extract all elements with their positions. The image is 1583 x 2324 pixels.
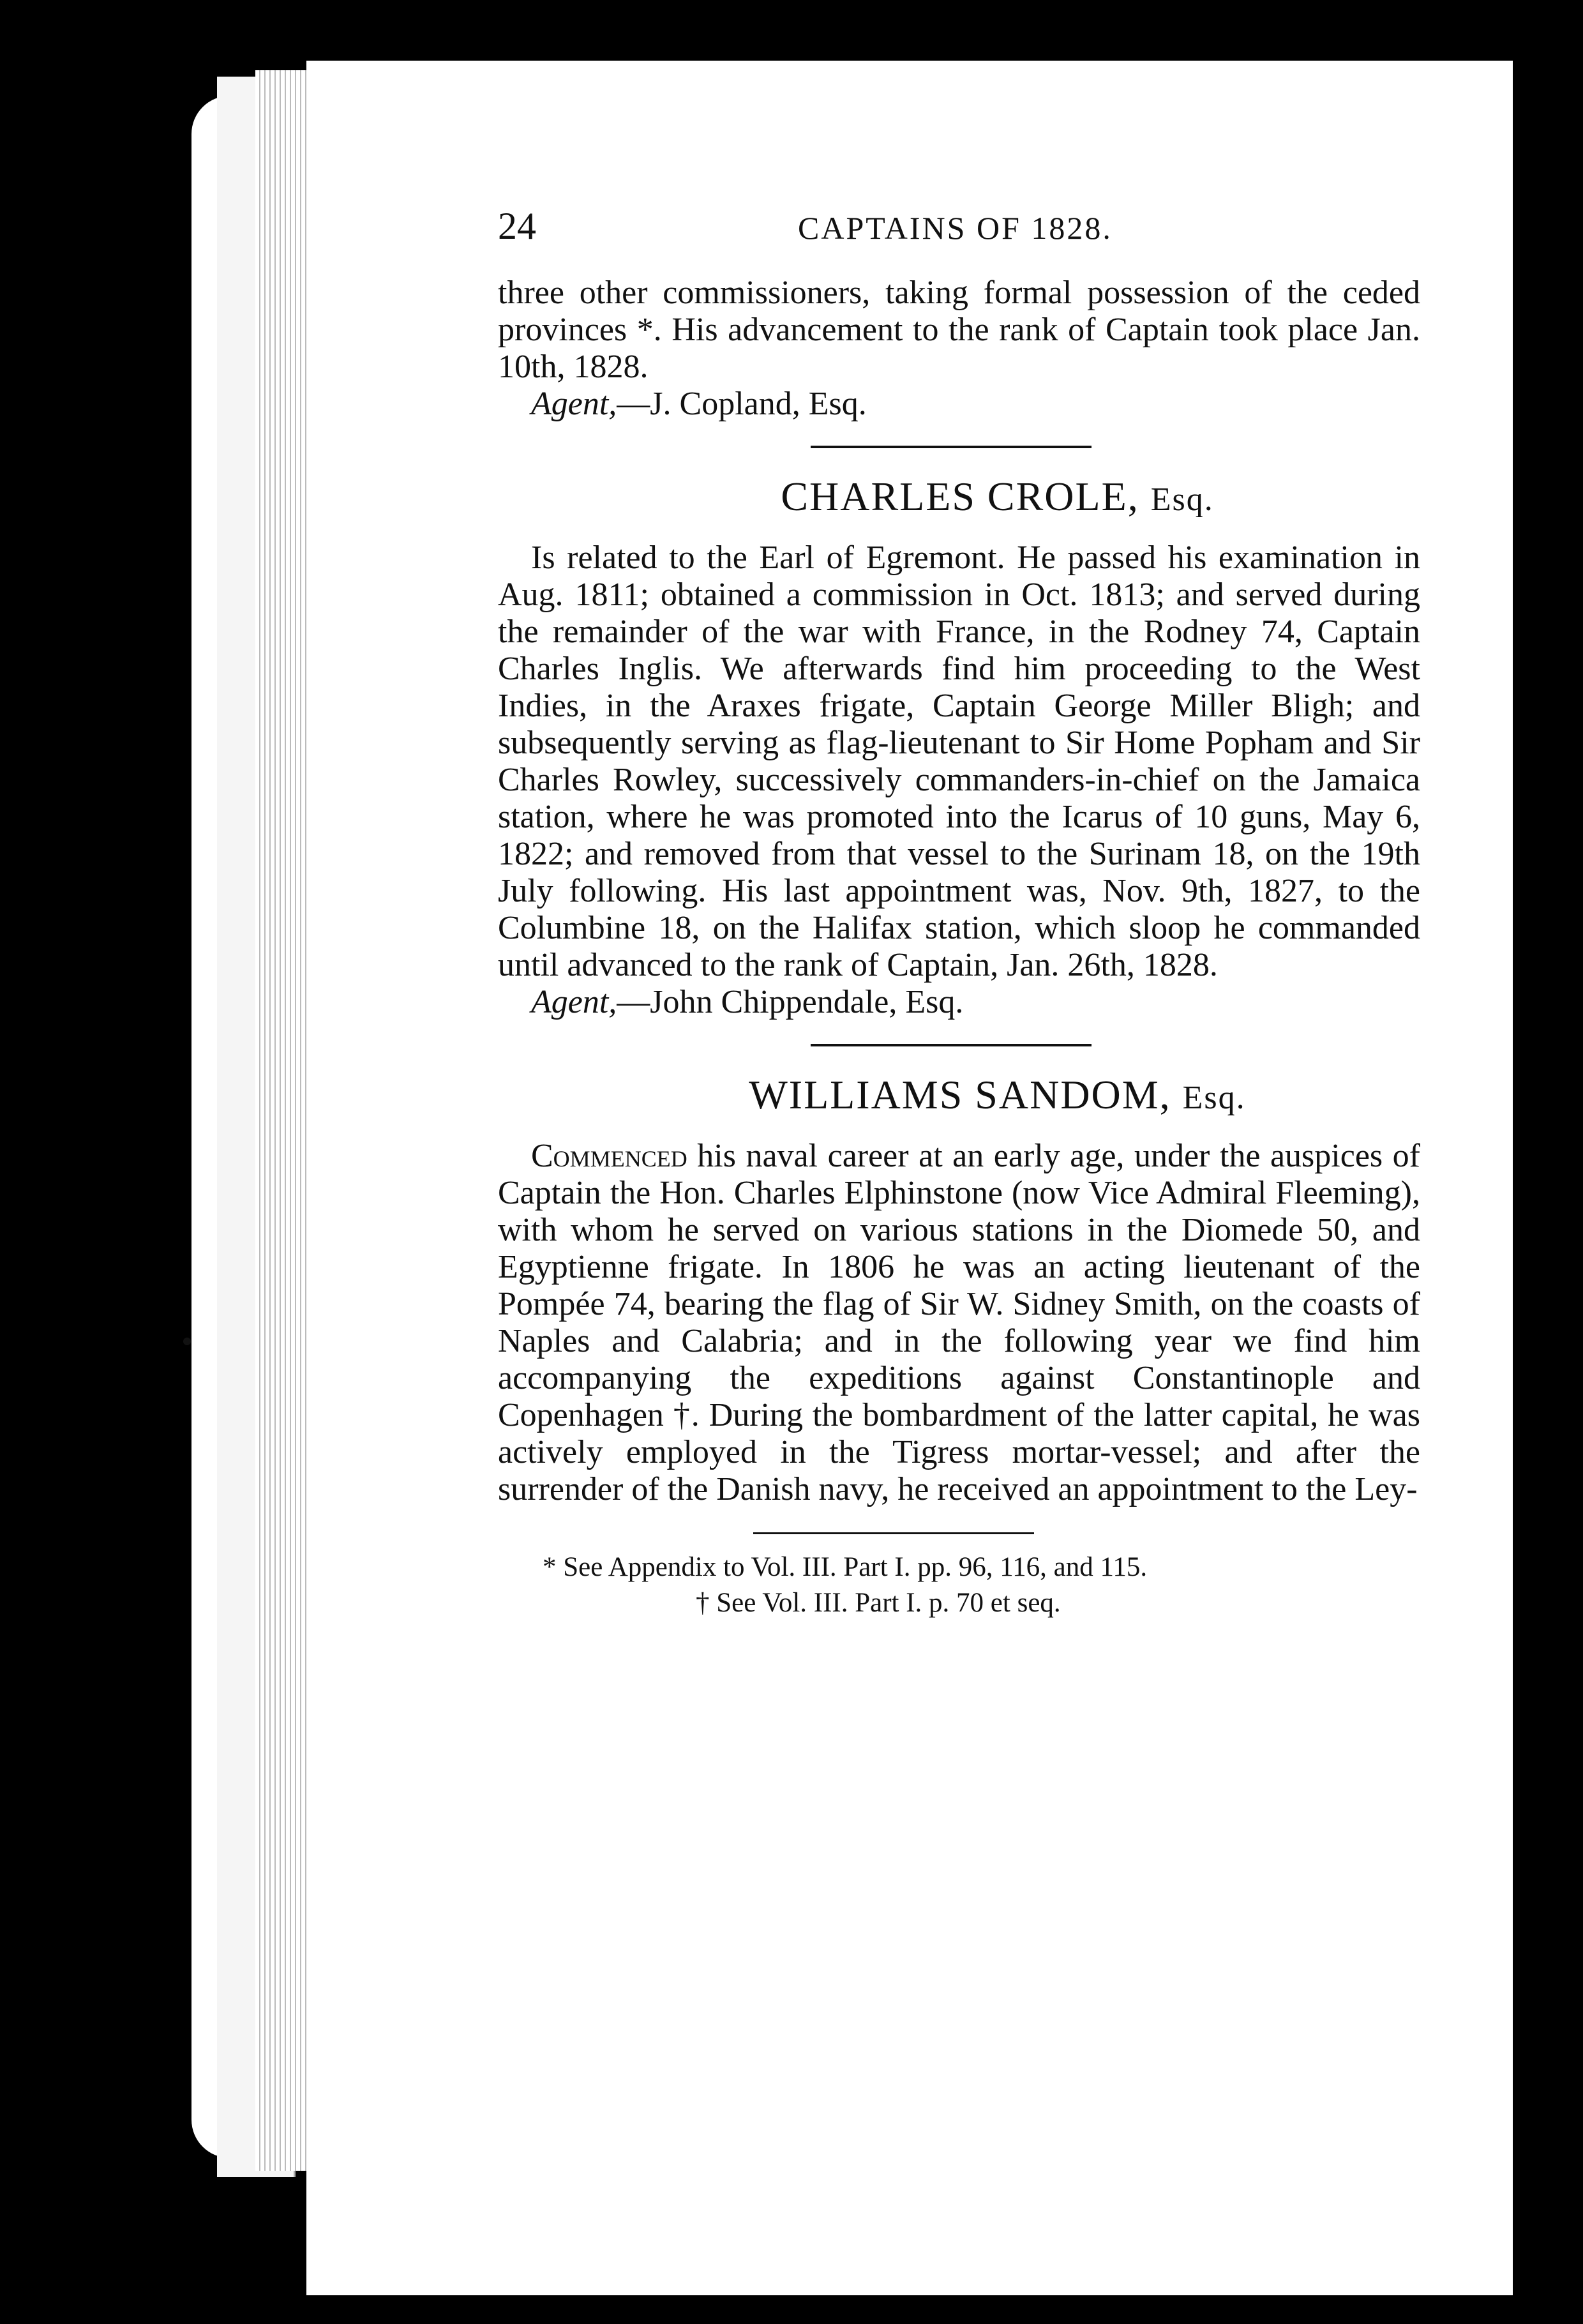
entry-heading xyxy=(574,471,1420,525)
margin-dot xyxy=(183,1338,191,1345)
agent-value: —John Chippendale, Esq. xyxy=(617,984,964,1020)
section-rule xyxy=(811,446,1092,448)
entry-name: CHARLES CROLE, xyxy=(781,474,1139,519)
page-number: 24 xyxy=(498,205,536,247)
agent-line xyxy=(498,386,1420,423)
footnote: * See Appendix to Vol. III. Part I. pp. 96, 116, and 115. xyxy=(543,1552,1148,1582)
continuation-paragraph: three other commissioners, taking formal possession of the ceded provinces *. His advancement to the rank of Captain took place Jan. 10th, 1828. xyxy=(498,275,1420,385)
footnote-rule xyxy=(753,1532,1034,1534)
running-head xyxy=(498,204,1420,275)
footnote: † See Vol. III. Part I. p. 70 et seq. xyxy=(696,1588,1061,1618)
entry-lead-word: Commenced xyxy=(531,1138,687,1174)
running-title: CAPTAINS OF 1828. xyxy=(798,210,1113,246)
entry-body: Is related to the Earl of Egremont. He passed his examination in Aug. 1811; obtained a commission in Oct. 1813; and served during the remainder of the war with France, in the Rodney 74, Captain Charles Inglis. We afterwards find him proceeding to the West Indies, in the Araxes frigate, Captain George Miller Bligh; and subsequently serving as flag-lieutenant to Sir Home Popham and Sir Charles Rowley, successively commanders-in-chief on the Jamaica station, where he was promoted into the Icarus of 10 guns, May 6, 1822; and removed from that vessel to the Surinam 18, on the 19th July following. His last appointment was, Nov. 9th, 1827, to the Columbine 18, on the Halifax station, which sloop he commanded until advanced to the rank of Captain, Jan. 26th, 1828. xyxy=(498,540,1420,983)
agent-value: —J. Copland, Esq. xyxy=(617,386,867,422)
entry-heading xyxy=(574,1069,1420,1124)
book-page xyxy=(306,61,1513,2295)
agent-line xyxy=(498,984,1420,1021)
entry-name: WILLIAMS SANDOM, xyxy=(749,1072,1171,1117)
agent-label: Agent, xyxy=(531,984,617,1020)
entry-suffix: Esq. xyxy=(1150,481,1214,518)
entry-body xyxy=(498,1138,1420,1508)
entry-body-text: his naval career at an early age, under the auspices of Captain the Hon. Charles Elphinstone (now Vice Admiral Fleeming), with whom he served on various stations in the Diomede 50, and Egyptienne frigate. In 1806 he was an acting lieutenant of the Pompée 74, bearing the flag of Sir W. Sidney Smith, on the coasts of Naples and Calabria; and in the following year we find him accompanying the expeditions against Constantinople and Copenhagen †. During the bombardment of the latter capital, he was actively employed in the Tigress mortar-vessel; and after the surrender of the Danish navy, he received an appointment to the Ley- xyxy=(498,1138,1420,1507)
page-content xyxy=(498,204,1420,1621)
entry-suffix: Esq. xyxy=(1182,1080,1246,1116)
section-rule xyxy=(811,1044,1092,1046)
agent-label: Agent, xyxy=(531,386,617,422)
